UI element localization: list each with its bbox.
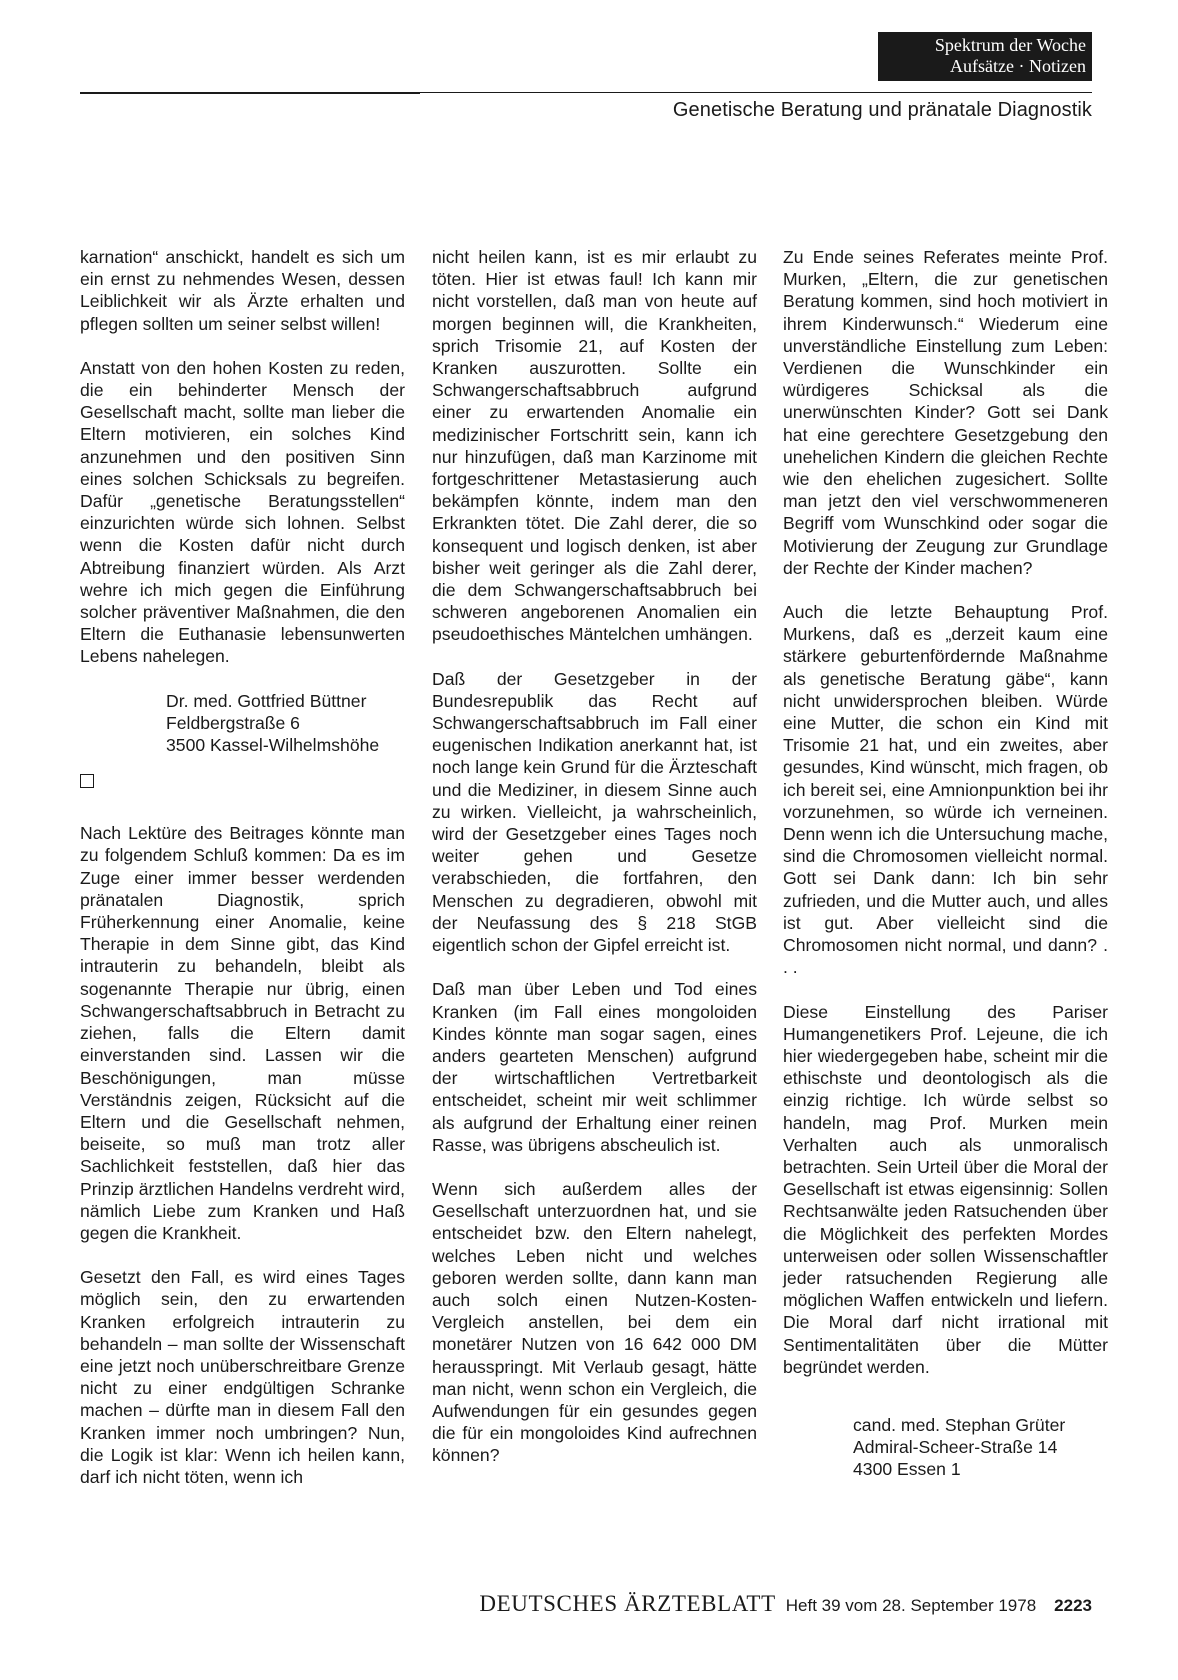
- paragraph: Daß man über Leben und Tod eines Kranken (im Fall eines mongoloiden Kindes könnte man sogar sagen, eines anders gearteten Menschen) aufgrund der wirtschaftlichen Vertretbarkeit entscheidet, scheint mir weit schlimmer als aufgrund der Erhaltung einer reinen Rasse, was übrigens abscheulich ist.: [432, 979, 757, 1155]
- paragraph: Gesetzt den Fall, es wird eines Tages möglich sein, den zu erwartenden Kranken erfolgreich intrauterin zu behandeln – man sollte der Wissenschaft eine jetzt noch unüberschreitbare Grenze nicht zu einer endgültigen Schranke machen – dürfte man in diesem Fall den Kranken immer noch umbringen? Nun, die Logik ist klar: Wenn ich heilen kann, darf ich nicht töten, wenn ich: [80, 1267, 405, 1487]
- paragraph: Diese Einstellung des Pariser Humangenetikers Prof. Lejeune, die ich hier wiedergegeben habe, scheint mir die ethischste und deontologisch als die einzig richtige. Ich würde selbst so handeln, mag Prof. Murken mein Verhalten auch als unmoralisch betrachten. Sein Urteil über die Moral der Gesellschaft ist etwas eigensinnig: Sollen Rechtsanwälte jeden Ratsuchenden über die Möglichkeit des perfekten Mordes unterweisen oder sollen Wissenschaftler jeder ratsuchenden Regierung alle möglichen Waffen entwickeln und liefern. Die Moral darf nicht irrational mit Sentimentalitäten über die Mütter begründet werden.: [783, 1001, 1108, 1377]
- paragraph: Nach Lektüre des Beitrages könnte man zu folgendem Schluß kommen: Da es im Zuge einer immer besser werdenden pränatalen Diagnostik, sprich Früherkennung einer Anomalie, keine Therapie in dem Sinne gibt, das Kind intrauterin zu behandeln, bleibt als sogenannte Therapie nur übrig, einen Schwangerschaftsabbruch in Betracht zu ziehen, falls die Eltern damit einverstanden sind. Lassen wir die Beschönigungen, man müsse Verständnis zeigen, Rücksicht auf die Eltern und die Gesellschaft nehmen, beiseite, so muß man trotz aller Sachlichkeit feststellen, daß hier das Prinzip ärztlichen Handelns verdreht wird, nämlich Liebe zum Kranken und Haß gegen die Krankheit.: [80, 823, 405, 1243]
- header-line-2: Aufsätze · Notizen: [950, 56, 1086, 76]
- paragraph: Auch die letzte Behauptung Prof. Murkens, daß es „derzeit kaum eine stärkere geburtenfördernde Maßnahme als genetische Beratung gäbe“, kann nicht unwidersprochen bleiben. Würde eine Mutter, die schon ein Kind mit Trisomie 21 hat, und ein zweites, aber gesundes, Kind wünscht, mich fragen, ob ich bereit sei, eine Amnionpunktion bei ihr vorzunehmen, so würde ich verneinen. Denn wenn ich die Untersuchung mache, sind die Chromosomen vielleicht normal. Gott sei Dank dann: Ich bin sehr zufrieden, und die Mutter auch, und alles ist gut. Aber vielleicht sind die Chromosomen nicht normal, und dann? . . .: [783, 602, 1108, 978]
- author-name: Dr. med. Gottfried Büttner: [166, 690, 367, 711]
- author-address: [783, 1414, 1108, 1481]
- text-column-1: [80, 246, 405, 1510]
- section-title: Genetische Beratung und pränatale Diagnostik: [672, 99, 1092, 121]
- issue-info: Heft 39 vom 28. September 1978: [785, 1596, 1037, 1615]
- text-column-2: [432, 246, 757, 1489]
- text-column-3: [783, 246, 1108, 1499]
- paragraph: Daß der Gesetzgeber in der Bundesrepublik das Recht auf Schwangerschaftsabbruch im Fall einer eugenischen Indikation anerkannt hat, ist noch lange kein Grund für die Ärzteschaft und die Mediziner, in diesem Sinne auch zu wirken. Vielleicht, ja wahrscheinlich, wird der Gesetzgeber eines Tages noch weiter gehen und Gesetze verabschieden, die fortfahren, den Menschen zu degradieren, obwohl mit der Neufassung des § 218 StGB eigentlich schon der Gipfel erreicht ist.: [432, 668, 757, 956]
- author-city: 3500 Kassel-Wilhelmshöhe: [166, 735, 380, 756]
- end-of-letter-square-icon: [80, 774, 94, 788]
- author-city: 4300 Essen 1: [853, 1459, 961, 1480]
- page-footer: [479, 1591, 1092, 1617]
- page-number: 2223: [1054, 1596, 1092, 1615]
- header-line-1: Spektrum der Woche: [934, 35, 1086, 55]
- section-header-box: [878, 32, 1092, 81]
- author-street: Admiral-Scheer-Straße 14: [853, 1437, 1058, 1458]
- header-rule-thick: [80, 92, 420, 94]
- author-street: Feldbergstraße 6: [166, 712, 300, 733]
- paragraph: Anstatt von den hohen Kosten zu reden, die ein behinderter Mensch der Gesellschaft macht, sollte man lieber die Eltern motivieren, ein solches Kind anzunehmen und den positiven Sinn eines solchen Schicksals zu begreifen. Dafür „genetische Beratungsstellen“ einzurichten würde sich lohnen. Selbst wenn die Kosten dafür nicht durch Abtreibung finanziert würden. Als Arzt wehre ich mich gegen die Einführung solcher präventiver Maßnahmen, die den Eltern die Euthanasie lebensunwerten Lebens nahelegen.: [80, 357, 405, 667]
- paragraph: karnation“ anschickt, handelt es sich um ein ernst zu nehmendes Wesen, dessen Leiblichkeit wir als Ärzte erhalten und pflegen sollten um seiner selbst willen!: [80, 247, 405, 334]
- author-address: [80, 690, 405, 757]
- paragraph: Zu Ende seines Referates meinte Prof. Murken, „Eltern, die zur genetischen Beratung kommen, sind hoch motiviert in ihrem Kinderwunsch.“ Wiederum eine unverständliche Einstellung zum Leben: Verdienen die Wunschkinder ein würdigeres Schicksal als die unerwünschten Kinder? Gott sei Dank hat eine gerechtere Gesetzgebung den unehelichen Kindern die gleichen Rechte wie den ehelichen zugesichert. Sollte man jetzt den viel verschwommeneren Begriff vom Wunschkind oder sogar die Motivierung der Zeugung zur Grundlage der Rechte der Kinder machen?: [783, 247, 1108, 578]
- magazine-name: DEUTSCHES ÄRZTEBLATT: [479, 1591, 776, 1616]
- paragraph: Wenn sich außerdem alles der Gesellschaft unterzuordnen hat, und sie entscheidet bzw. den Eltern nahelegt, welches Leben nicht und welches geboren werden sollte, dann kann man auch solch einen Nutzen-Kosten-Vergleich anstellen, bei dem ein monetärer Nutzen von 16 642 000 DM herausspringt. Mit Verlaub gesagt, hätte man nicht, wenn schon ein Vergleich, die Aufwendungen für ein gesundes gegen die für ein mongoloides Kind aufrechnen können?: [432, 1178, 757, 1466]
- author-name: cand. med. Stephan Grüter: [853, 1414, 1066, 1435]
- paragraph: nicht heilen kann, ist es mir erlaubt zu töten. Hier ist etwas faul! Ich kann mir nicht vorstellen, daß man von heute auf morgen beginnen will, die Krankheiten, sprich Trisomie 21, auf Kosten der Kranken auszurotten. Sollte ein Schwangerschaftsabbruch aufgrund einer zu erwartenden Anomalie ein medizinischer Fortschritt sein, kann ich nur hinzufügen, daß man Karzinome mit fortgeschrittener Metastasierung auch bekämpfen könnte, indem man den Erkrankten tötet. Die Zahl derer, die so konsequent und logisch denken, ist aber bisher weit geringer als die Zahl derer, die dem Schwangerschaftsabbruch bei schweren angeborenen Anomalien ein pseudoethisches Mäntelchen umhängen.: [432, 247, 757, 645]
